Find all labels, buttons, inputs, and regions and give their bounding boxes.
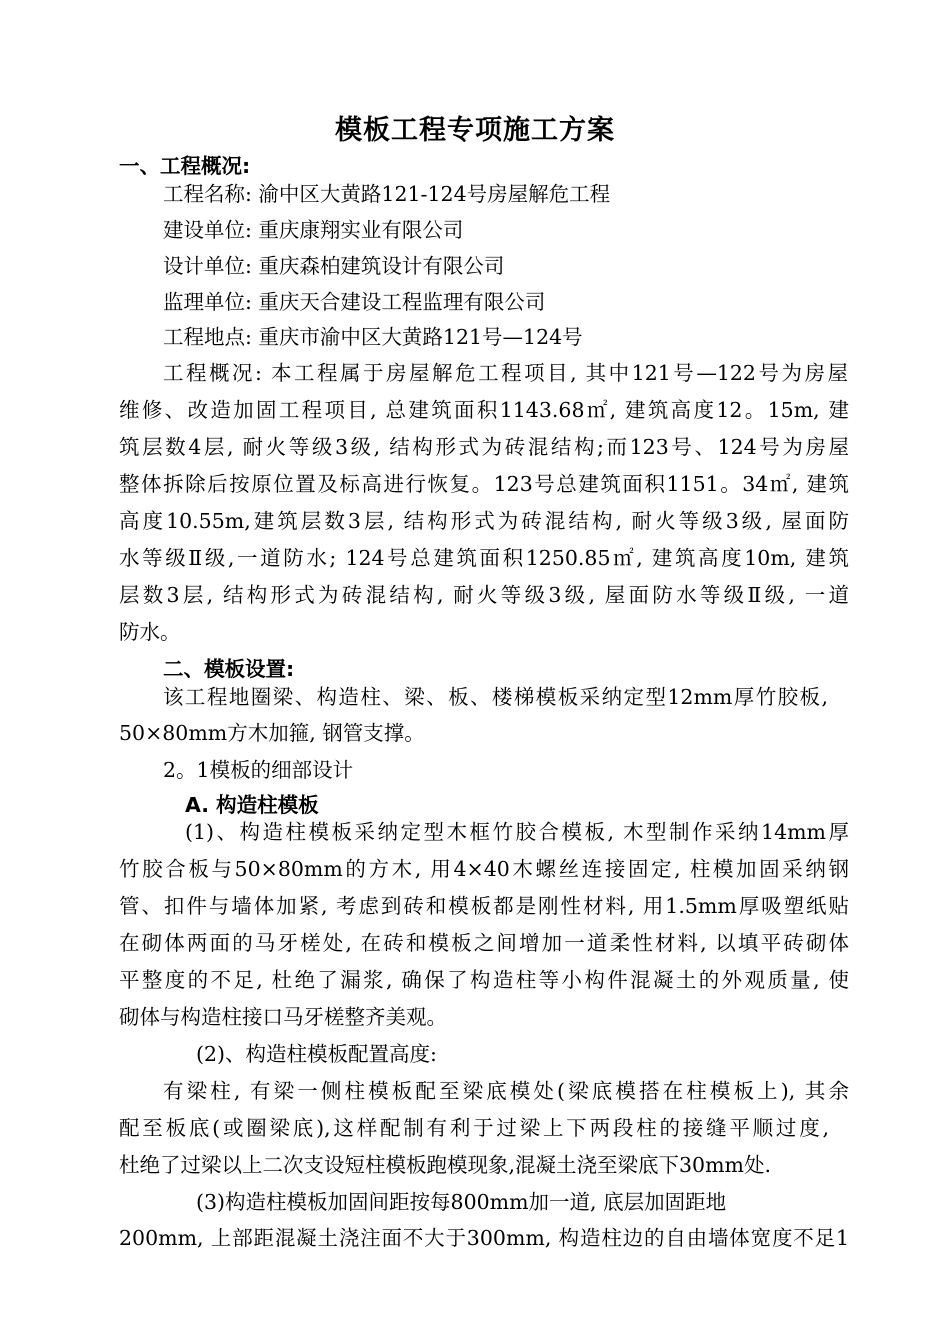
item3-line: 200mm, 上部距混凝土浇注面不大于300mm, 构造柱边的自由墙体宽度不足1 <box>119 1226 849 1250</box>
document-title: 模板工程专项施工方案 <box>335 115 615 146</box>
item1-line: 平整度的不足, 杜绝了漏浆, 确保了构造柱等小构件混凝土的外观质量, 使 <box>119 968 849 992</box>
item1-line: 砌体与构造柱接口马牙槎整齐美观。 <box>119 1005 447 1029</box>
item1-line: 在砌体两面的马牙槎处, 在砖和模板之间增加一道柔性材料, 以填平砖砌体 <box>119 931 849 955</box>
designer-unit: 设计单位: 重庆森柏建筑设计有限公司 <box>163 254 505 278</box>
overview-line: 层数3层, 结构形式为砖混结构, 耐火等级3级, 屋面防水等级Ⅱ级, 一道 <box>119 583 849 607</box>
section1-heading: 一、工程概况: <box>119 154 251 178</box>
overview-line: 高度10.55m,建筑层数3层, 结构形式为砖混结构, 耐火等级3级, 屋面防 <box>119 509 849 533</box>
project-name: 工程名称: 渝中区大黄路121-124号房屋解危工程 <box>163 182 611 206</box>
item2-line: 有梁柱, 有梁一侧柱模板配至梁底模处(梁底模搭在柱模板上), 其余 <box>163 1079 849 1103</box>
intro-line: 该工程地圈梁、构造柱、梁、板、楼梯模板采纳定型12mm厚竹胶板, <box>163 685 828 709</box>
intro-line: 50×80mm方木加箍, 钢管支撑。 <box>119 721 425 745</box>
item2-line: 杜绝了过梁以上二次支设短柱模板跑模现象,混凝土浇至梁底下30mm处. <box>119 1153 771 1177</box>
overview-line: 维修、改造加固工程项目, 总建筑面积1143.68㎡, 建筑高度12。15m, 建 <box>119 398 849 422</box>
overview-line: 工程概况: 本工程属于房屋解危工程项目, 其中121号—122号为房屋 <box>163 361 848 385</box>
builder-unit: 建设单位: 重庆康翔实业有限公司 <box>163 218 464 242</box>
item2-heading: (2)、构造柱模板配置高度: <box>196 1042 437 1066</box>
overview-line: 水等级Ⅱ级,一道防水; 124号总建筑面积1250.85㎡, 建筑高度10m, 建筑 <box>119 546 849 570</box>
overview-line: 防水。 <box>119 620 181 644</box>
item1-line: 管、扣件与墙体加紧, 考虑到砖和模板都是刚性材料, 用1.5mm厚吸塑纸贴 <box>119 894 849 918</box>
section2-heading: 二、模板设置: <box>163 657 295 681</box>
overview-line: 筑层数4层, 耐火等级3级, 结构形式为砖混结构;而123号、124号为房屋 <box>119 435 849 459</box>
item2-line: 配至板底(或圈梁底),这样配制有利于过梁上下两段柱的接缝平顺过度, <box>119 1116 829 1140</box>
overview-line: 整体拆除后按原位置及标高进行恢复。123号总建筑面积1151。34㎡, 建筑 <box>119 472 849 496</box>
item3-line: (3)构造柱模板加固间距按每800mm加一道, 底层加固距地 <box>196 1190 727 1214</box>
item1-line: (1)、构造柱模板采纳定型木框竹胶合模板, 木型制作采纳14mm厚 <box>185 820 849 844</box>
subsection-heading: 2。1模板的细部设计 <box>163 758 354 782</box>
item1-line: 竹胶合板与50×80mm的方木, 用4×40木螺丝连接固定, 柱模加固采纳钢 <box>119 857 849 881</box>
supervisor-unit: 监理单位: 重庆天合建设工程监理有限公司 <box>163 290 546 314</box>
part-a-heading: A. 构造柱模板 <box>185 793 319 817</box>
project-location: 工程地点: 重庆市渝中区大黄路121号—124号 <box>163 325 583 349</box>
